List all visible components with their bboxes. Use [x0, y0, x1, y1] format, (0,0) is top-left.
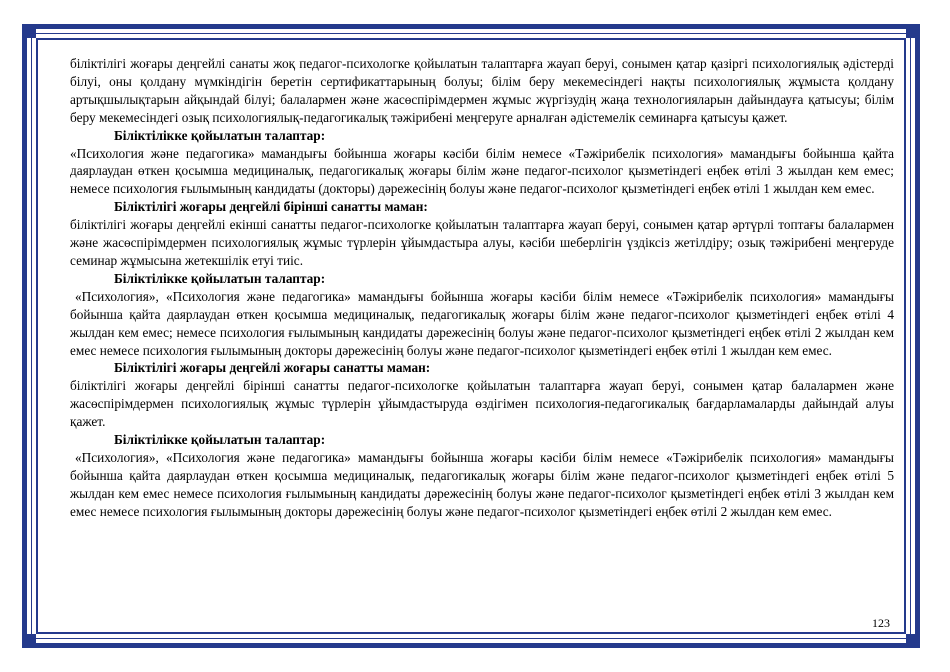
border-corner-top-right [906, 24, 920, 38]
page-number: 123 [872, 616, 890, 630]
section-heading-first-category: Біліктілігі жоғары деңгейлі бірінші санатты маман: [114, 199, 428, 215]
document-body [70, 55, 894, 521]
paragraph-intro: біліктілігі жоғары деңгейлі санаты жоқ педагог-психологке қойылатын талаптарға жауап беруі, сонымен қатар қазіргі психологиялық әдістерді білуі, оны қолдану мүмкіндігін беретін сертификаттарының болуы; білім беру мекемесіндегі нақты психологиялық жұмыста қолдану артықшылықтарын айқындай білуі; балалармен және жасөспірімдермен жұмыс жүргізудің жаңа технологияларын дайындауға қатысуы; білім беру мекемесіндегі озық психологиялық-педагогикалық тәжірибені меңгеруге арналған әдістемелік семинарға қатысуы қажет. [70, 56, 894, 125]
paragraph-requirements-3: «Психология», «Психология және педагогика» мамандығы бойынша жоғары кәсіби білім немесе «Тәжірибелік психология» мамандығы бойынша қайта даярлаудан өткен қосымша медициналық, педагогикалық жоғары білім және педагог-психолог қызметіндегі еңбек өтілі 5 жылдан кем емес немесе психология ғылымының кандидаты дәрежесінің болуы және педагог-психолог қызметіндегі еңбек өтілі 3 жылдан кем емес немесе психология ғылымының докторы дәрежесінің болуы және педагог-психолог қызметіндегі еңбек өтілі 2 жылдан кем емес. [70, 449, 894, 519]
paragraph-first-category: біліктілігі жоғары деңгейлі екінші санатты педагог-психологке қойылатын талаптарға жауап беруі, сонымен қатар әртүрлі топтағы балалармен және жасөспірімдермен психологиялық жұмыс түрлерін ұйымдастыра алуы, кәсіби шеберлігін үздіксіз жетілдіру; озық тәжірибені меңгеруде семинар жұмысына жетекшілік етуі тиіс. [70, 217, 894, 268]
section-heading-requirements-2: Біліктілікке қойылатын талаптар: [114, 270, 326, 286]
paragraph-requirements-2: «Психология», «Психология және педагогика» мамандығы бойынша жоғары кәсіби білім немесе «Тәжірибелік психология» мамандығы бойынша қайта даярлаудан өткен қосымша медициналық, педагогикалық жоғары білім және педагог-психолог қызметіндегі еңбек өтілі 4 жылдан кем емес; немесе психология ғылымының кандидаты дәрежесінің болуы және педагог-психолог қызметіндегі еңбек өтілі 2 жылдан кем емес немесе психология ғылымының докторы дәрежесінің болуы және педагог-психолог қызметіндегі еңбек өтілі 1 жылдан кем емес. [70, 288, 894, 358]
paragraph-highest-category: біліктілігі жоғары деңгейлі бірінші санатты педагог-психологке қойылатын талаптарға жауап беруі, сонымен қатар балалармен және жасөспірімдермен психологиялық жұмыс түрлерін ұйымдастыруда өздігімен психология-педагогикалық бағдарламаларды дайындай алуы қажет. [70, 378, 894, 430]
section-heading-requirements-1: Біліктілікке қойылатын талаптар: [114, 127, 326, 143]
section-heading-requirements-3: Біліктілікке қойылатын талаптар: [114, 432, 326, 448]
paragraph-requirements-1: «Психология және педагогика» мамандығы бойынша жоғары кәсіби білім немесе «Тәжірибелік психология» мамандығы бойынша қайта даярлаудан өткен қосымша медициналық, педагогикалық жоғары білім және педагог-психолог қызметіндегі еңбек өтілі 3 жылдан кем емес; немесе психология ғылымының кандидаты (докторы) дәрежесінің болуы және педагог-психолог қызметіндегі еңбек өтілі 1 жылдан кем емес. [70, 145, 894, 197]
section-heading-highest-category: Біліктілігі жоғары деңгейлі жоғары санатты маман: [114, 360, 431, 376]
border-corner-bottom-right [906, 634, 920, 648]
border-corner-bottom-left [22, 634, 36, 648]
border-corner-top-left [22, 24, 36, 38]
